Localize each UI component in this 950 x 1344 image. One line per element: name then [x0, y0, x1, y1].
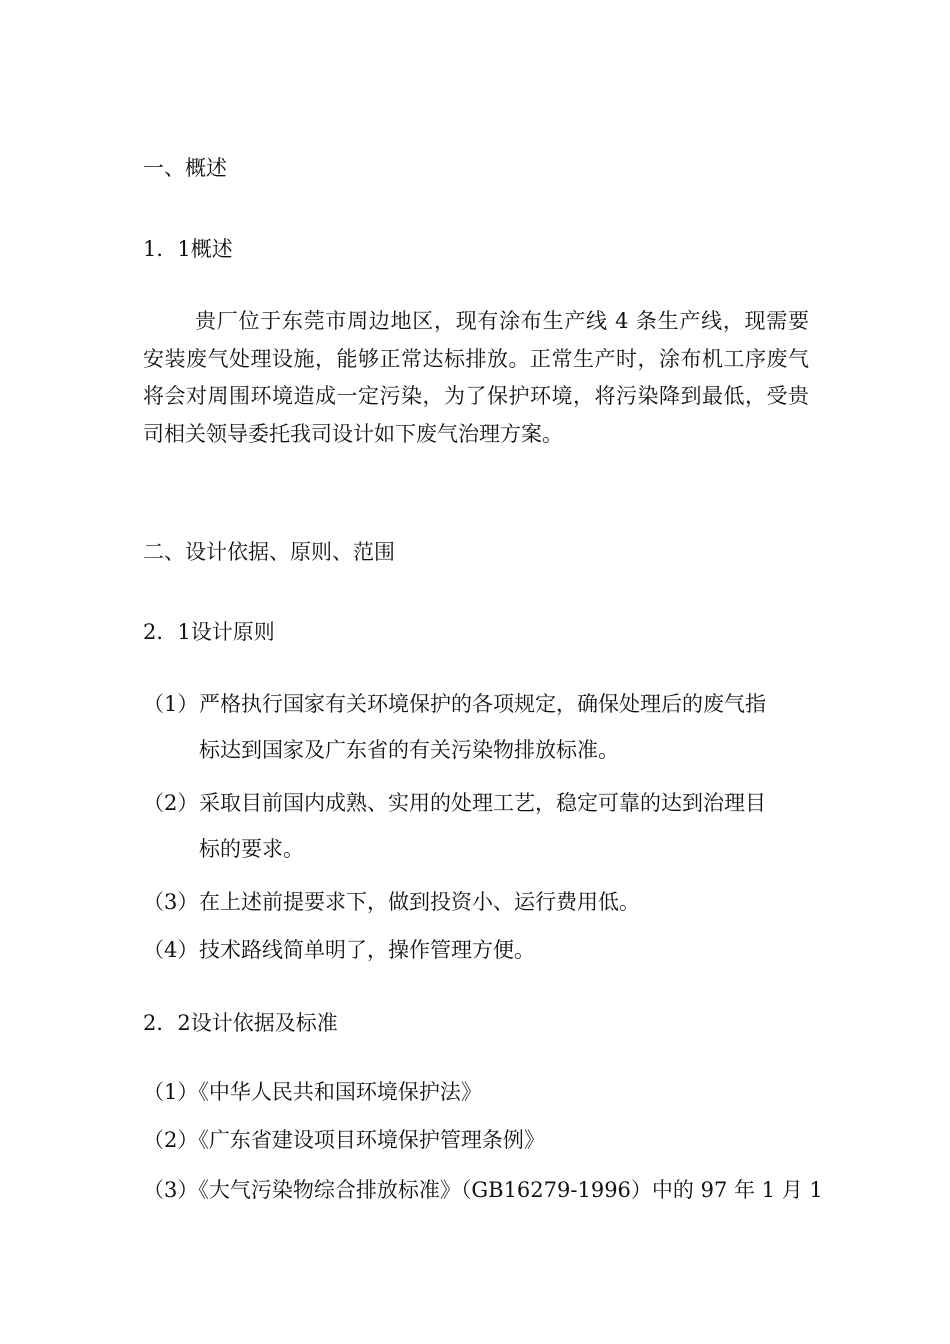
principle-number: （3） — [143, 890, 199, 914]
subsection-2-2-heading: 2．2设计依据及标准 — [143, 1011, 338, 1035]
principle-item-1 — [143, 681, 809, 773]
standard-item-2: （2）《广东省建设项目环境保护管理条例》 — [143, 1128, 545, 1152]
principle-number: （2） — [143, 791, 199, 815]
principle-text-line1: 严格执行国家有关环境保护的各项规定，确保处理后的废气指 — [199, 692, 766, 716]
principle-number: （4） — [143, 938, 199, 962]
section-1-heading: 一、概述 — [143, 156, 227, 180]
principle-text-line1: 采取目前国内成熟、实用的处理工艺，稳定可靠的达到治理目 — [199, 791, 766, 815]
overview-paragraph: 贵厂位于东莞市周边地区，现有涂布生产线 4 条生产线，现需要安装废气处理设施，能够正常达标排放。正常生产时，涂布机工序废气将会对周围环境造成一定污染，为了保护环境，将污染降到最低，受贵司相关领导委托我司设计如下废气治理方案。 — [143, 309, 809, 446]
principle-item-4 — [143, 927, 809, 973]
principle-text-line2: 标达到国家及广东省的有关污染物排放标准。 — [199, 738, 619, 762]
principle-item-3 — [143, 879, 809, 925]
principle-text-line1: 技术路线简单明了，操作管理方便。 — [199, 938, 535, 962]
principle-number: （1） — [143, 692, 199, 716]
standard-item-1: （1）《中华人民共和国环境保护法》 — [143, 1080, 482, 1104]
principle-text-line1: 在上述前提要求下，做到投资小、运行费用低。 — [199, 890, 640, 914]
principle-text-line2: 标的要求。 — [199, 837, 304, 861]
standard-item-3: （3）《大气污染物综合排放标准》（GB16279-1996）中的 97 年 1 月 1 — [143, 1178, 823, 1202]
subsection-2-1-heading: 2．1设计原则 — [143, 620, 275, 644]
principle-item-2 — [143, 780, 809, 872]
section-2-heading: 二、设计依据、原则、范围 — [143, 540, 395, 564]
subsection-1-1-heading: 1．1概述 — [143, 237, 233, 261]
